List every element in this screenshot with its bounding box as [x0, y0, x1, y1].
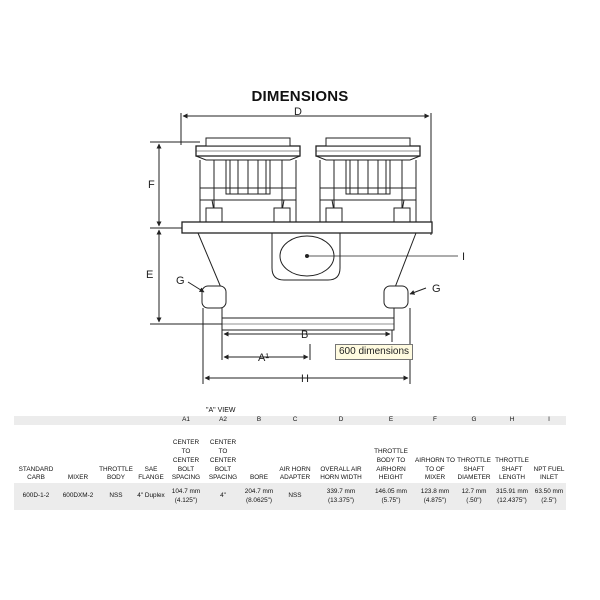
cell-value: 4" Duplex: [137, 492, 165, 500]
column-header: CENTER TO CENTER BOLT SPACING: [208, 439, 238, 482]
image-tooltip: 600 dimensions: [335, 344, 413, 360]
dimensions-spec-table: [14, 416, 566, 510]
label-h: H: [301, 373, 309, 385]
column-header: AIRHORN TO TO OF MIXER: [415, 456, 455, 482]
cell-value: NSS: [109, 492, 123, 500]
column-header: THROTTLE SHAFT DIAMETER: [457, 456, 491, 482]
column-header: SAE FLANGE: [138, 465, 164, 482]
column-letter-row: [14, 416, 566, 425]
cell-value: 12.7 mm: [461, 487, 487, 495]
table-cell: [58, 483, 98, 510]
table-cell: [204, 483, 242, 510]
cell-value-imperial: (.50"): [466, 496, 482, 504]
table-cell: [14, 483, 58, 510]
table-cell: [134, 483, 168, 510]
cell-value: 600D-1-2: [22, 492, 50, 500]
cell-value-imperial: (13.375"): [327, 496, 355, 504]
table-cell: [314, 483, 368, 510]
table-cell: [414, 483, 456, 510]
table-cell: [492, 483, 532, 510]
column-letter: B: [242, 416, 276, 425]
cell-value: 123.8 mm: [420, 487, 450, 495]
a-view-label: "A" VIEW: [206, 407, 236, 414]
column-letter: E: [368, 416, 414, 425]
column-letter: H: [492, 416, 532, 425]
column-header: STANDARD CARB: [18, 465, 54, 482]
label-b: B: [301, 329, 309, 341]
column-header: MIXER: [67, 474, 89, 482]
cell-value: NSS: [288, 492, 302, 500]
cell-value-imperial: (2.5"): [541, 496, 557, 504]
cell-value-imperial: (5.75"): [381, 496, 401, 504]
label-d: D: [294, 106, 302, 118]
cell-value: 146.05 mm: [375, 487, 407, 495]
column-letter: D: [314, 416, 368, 425]
cell-value: 63.50 mm: [534, 487, 564, 495]
label-g-right: G: [432, 283, 441, 295]
column-letter: A1: [168, 416, 204, 425]
cell-value: 4": [220, 492, 226, 500]
column-header: THROTTLE SHAFT LENGTH: [495, 456, 529, 482]
column-header: THROTTLE BODY TO AIRHORN HEIGHT: [374, 448, 408, 482]
label-a1: A¹: [258, 352, 269, 364]
table-cell: [98, 483, 134, 510]
page-title: DIMENSIONS: [251, 88, 349, 105]
column-letter: I: [532, 416, 566, 425]
cell-value-imperial: (4.125"): [174, 496, 198, 504]
cell-value: 339.7 mm: [326, 487, 356, 495]
column-header: THROTTLE BODY: [99, 465, 133, 482]
label-f: F: [148, 179, 155, 191]
table-cell: [242, 483, 276, 510]
cell-value-imperial: (8.0625"): [245, 496, 273, 504]
column-header: OVERALL AIR HORN WIDTH: [320, 465, 362, 482]
cell-value: 204.7 mm: [244, 487, 274, 495]
column-letter: G: [456, 416, 492, 425]
table-cell: [456, 483, 492, 510]
column-letter: C: [276, 416, 314, 425]
column-header: NPT FUEL INLET: [533, 465, 565, 482]
column-header-row: [14, 425, 566, 483]
cell-value: 600DXM-2: [62, 492, 94, 500]
cell-value-imperial: (12.4375"): [497, 496, 527, 504]
table-cell: [368, 483, 414, 510]
table-row: [14, 483, 566, 510]
label-e: E: [146, 269, 154, 281]
table-cell: [532, 483, 566, 510]
column-header: AIR HORN ADAPTER: [279, 465, 311, 482]
column-letter: F: [414, 416, 456, 425]
column-header: BORE: [249, 474, 269, 482]
table-cell: [276, 483, 314, 510]
column-letter: A2: [204, 416, 242, 425]
cell-value-imperial: (4.875"): [423, 496, 447, 504]
label-i: I: [462, 251, 466, 263]
cell-value: 315.91 mm: [496, 487, 528, 495]
label-g-left: G: [176, 275, 185, 287]
column-header: CENTER TO CENTER BOLT SPACING: [171, 439, 201, 482]
table-cell: [168, 483, 204, 510]
cell-value: 104.7 mm: [171, 487, 201, 495]
